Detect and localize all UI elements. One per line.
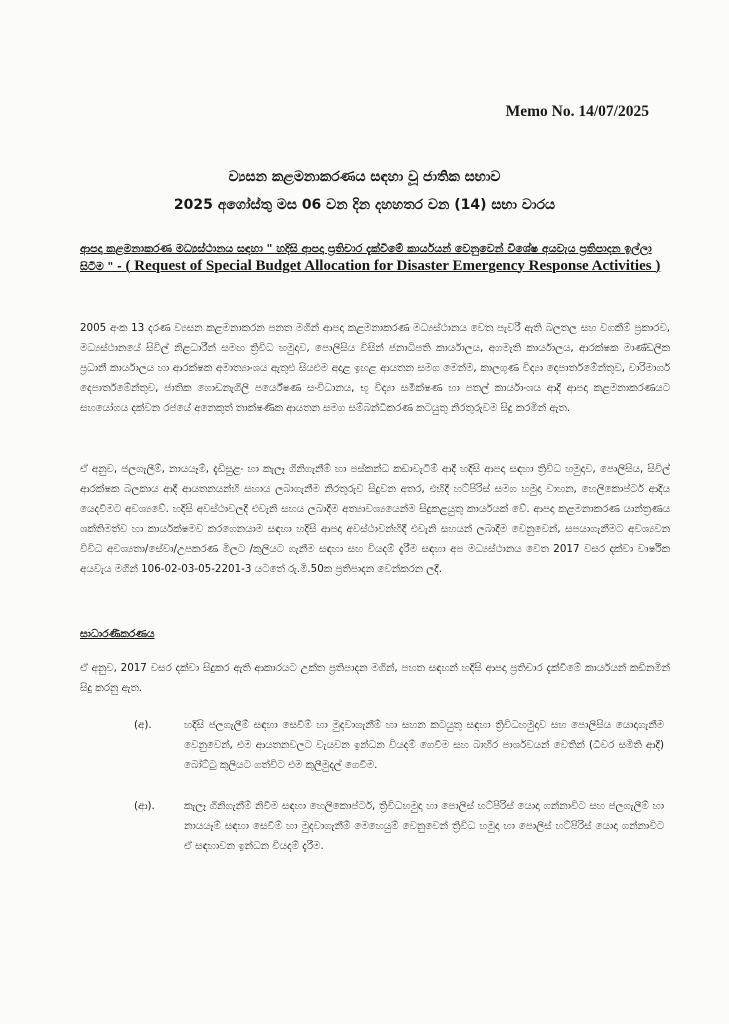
subject-sinhala: ආපදා කළමනාකරණ මධ්‍යස්ථානය සඳහා " හදිසි ආපදා ප්‍රතිචාර දැක්වීමේ කාර්යයන් වෙනුවෙන් විශේෂ අයවැය ප්‍රතිපාදන ඉල්ලා සිටීම " -	[80, 242, 652, 273]
paragraph-requirement: ඒ අනුව, ජලගැලීම්, නායයෑම්, දැඩිසුළං හා කැලෑ ගිනිගැනීම් හා පස්කන්ධ කඩාවැටීම් ආදී හදිසි ආපදා සඳහා ත්‍රිවිධ හමුදාව, පොලිසිය, සිවිල් ආරක්ෂක බලකාය ආදී ආයතනයන්හි සහාය ලබාගැනීම නිරතුරුව සිදුවන අතර, එහිදී හට්පිරිස් සමග හමුදා වාහන, හෙලිකොප්ටර් ආදිය යෙදවීමට අවශ්‍යවේ. හදිසි අවස්ථාවලදී එවැනි සහය ලබාදීම අත්‍යාවශ්‍යයෙන්ම සිදුකළයුතු කාර්යයක් වේ. ආපදා කළමනාකරණ යාන්ත්‍රණය ශක්තිමත්ව හා කාර්යක්ෂමව කරගෙනයාම සඳහා හදිසි ආපදා අවස්ථාවන්හිදී එවැනි සහයන් ලබාදීම වෙනුවෙන්, සපයාගැනීමට අවශ්‍යවන විවිධ අවශ්‍යතා/සේවා/උපකරණ මිලට /කුලියට ගැනීම සඳහා සහ වියදම් දැරීම සඳහා අප මධ්‍යස්ථානය වෙත 2017 වසර දක්වා වාර්ෂික අයවැය මගින් 106-02-03-05-2201-3 යටතේ රු.මි.50ක ප්‍රතිපාදන වෙන්කරන ලදී.	[80, 463, 670, 575]
list-item-text: කැලෑ ගිනිගැනීම් නිවීම සඳහා හෙලිකොප්ටර්, ත්‍රිවිධහමුදා හා පොලිස් හට්පිරිස් යොදා ගන්නාවිට සහ ජලගැලීම් හා නායයෑම් සඳහා සෙවීම් හා මුදවාගැනීම් මෙහෙයුම් වෙනුවෙන් ත්‍රිවිධ හමුදා හා පොලිස් හට්පිරිස් යොදා ගන්නාවිට ඒ සඳහාවන ඉන්ධන වියදම් දැරීම.	[184, 800, 664, 852]
council-title: ව්‍යසන කළමනාකරණය සඳහා වූ ජාතික සභාව	[228, 169, 501, 185]
list-item-marker: (ආ).	[134, 800, 155, 812]
list-item	[134, 796, 664, 856]
memo-number: Memo No. 14/07/2025	[505, 103, 649, 120]
section-heading-justification: සාධාරණීකරණය	[80, 628, 155, 640]
justification-intro: ඒ අනුව, 2017 වසර දක්වා සිදුකර ඇති ආකාරයට උක්ත ප්‍රතිපාදන මගින්, පහත සඳහන් හදිසි ආපදා ප්‍රතිචාර දැක්වීමේ කාර්යයන් කඩිනමින් සිදු කරනු ඇත.	[80, 662, 670, 694]
list-item	[134, 715, 664, 775]
subject-english: ( Request of Special Budget Allocation for Disaster Emergency Response Activities )	[125, 257, 661, 274]
memo-subject	[80, 240, 665, 275]
meeting-title: 2025 අගෝස්තු මස 06 වන දින දහහතර වන (14) සභා වාරය	[173, 197, 556, 213]
list-item-text: හදිසි ජලගැලීම් සඳහා සෙවීම් හා මුදවාගැනීම් හා සහන කටයුතු සඳහා ත්‍රිවිධහමුදාව සහ පොලිසිය යොදාගැනීම වෙනුවෙන්, එම ආයතනවලට වැයවන ඉන්ධන වියදම් ගෙවීම සහ බාහිර පාර්ශවයන් වෙතින් (ධීවර සමිති ආදී) බෝට්ටු කුලියට ගත්විට එම කුලීමුදල් ගෙවීම.	[184, 719, 664, 771]
list-item-marker: (අ).	[134, 719, 152, 731]
paragraph-background: 2005 අංක 13 දරණ ව්‍යසන කළමනාකරන පනත මගින් ආපදා කළමනාකරණ මධ්‍යස්ථානය වෙත පැවරී ඇති බලතල සහ වගකීම් ප්‍රකාරව, මධ්‍යස්ථානයේ සිවිල් නිළධාරීන් සමඟ ත්‍රිවිධ හමුදාව, පොලිසිය විසින් ජනාධිපති කාර්යාලය, අගමැති කාර්යාලය, ආරක්ෂක මාණ්ඩලික ප්‍රධානී කාර්යාලය හා ආරක්ෂක අමාත්‍යාංශය ඇතුළු සියළුම අදාළ ඉහළ ආයතන සමග මෙන්ම, කාලගුණ විද්‍යා දෙපාර්තමේන්තුව, වාරිමාර්ග දෙපාර්තමේන්තුව, ජාතික ගොඩනැගිලි පර්යේෂණ සංවිධානය, භූ විද්‍යා සමීක්ෂණ හා පතල් කාර්යාංශය ආදී ආපදා කළමනාකරණයට සහයෝගය දක්වන රජයේ අනෙකුත් තාක්ෂණික ආයතන සමග සම්බන්ධීකරණ කටයුතු නිරතුරුවම සිදු කරමින් ඇත.	[80, 322, 670, 414]
